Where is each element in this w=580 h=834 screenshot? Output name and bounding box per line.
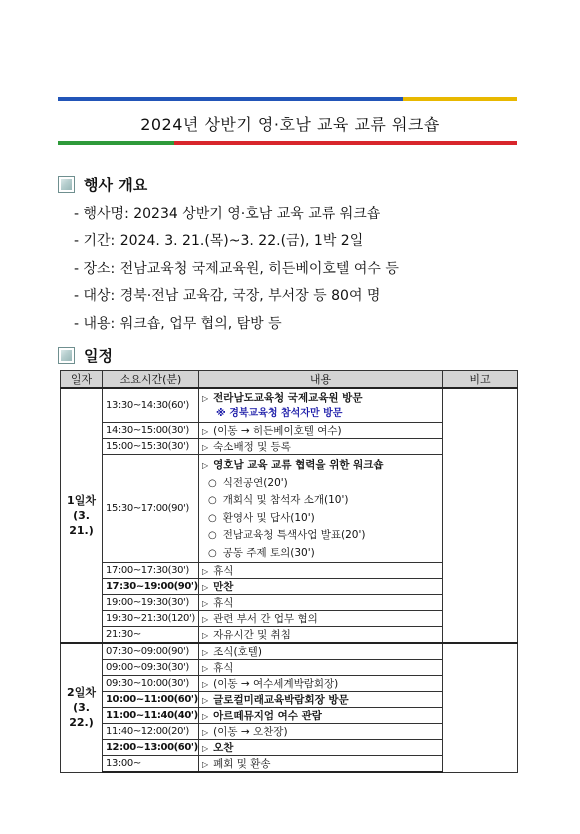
triangle-icon: ▷ (202, 648, 209, 657)
overview-heading (58, 174, 147, 195)
circle-bullet-icon: ○ (208, 477, 217, 489)
time-cell: 21:30~ (103, 627, 199, 644)
header-time: 소요시간(분) (103, 371, 199, 389)
schedule-heading-text: 일정 (84, 347, 113, 365)
time-cell: 10:00~11:00(60') (103, 692, 199, 708)
overview-item-period: - 기간: 2024. 3. 21.(목)~3. 22.(금), 1박 2일 (74, 233, 364, 249)
remarks-cell-day2 (443, 643, 518, 772)
triangle-icon: ▷ (202, 599, 209, 608)
time-cell: 09:00~09:30(30') (103, 660, 199, 676)
time-cell: 09:30~10:00(30') (103, 676, 199, 692)
overview-item-target: - 대상: 경북·전남 교육감, 국장, 부서장 등 80여 명 (74, 288, 381, 304)
content-cell (199, 724, 443, 740)
triangle-icon: ▷ (202, 680, 209, 689)
content-text: 오찬 (213, 742, 234, 754)
triangle-icon: ▷ (202, 461, 209, 470)
time-cell: 15:30~17:00(90') (103, 455, 199, 563)
content-cell (199, 439, 443, 455)
header-remarks: 비고 (443, 371, 518, 389)
sub-item: 환영사 및 답사(10') (222, 511, 315, 524)
sub-item: 식전공연(20') (222, 476, 288, 489)
content-text: 영호남 교육 교류 협력을 위한 워크숍 (213, 459, 384, 471)
content-text: 휴식 (213, 662, 234, 674)
triangle-icon: ▷ (202, 760, 209, 769)
day2-cell (61, 643, 103, 772)
time-cell: 15:00~15:30(30') (103, 439, 199, 455)
content-cell (199, 611, 443, 627)
sub-item: 전남교육청 특색사업 발표(20') (222, 529, 366, 541)
time-cell: 13:30~14:30(60') (103, 388, 199, 423)
time-cell: 17:00~17:30(30') (103, 563, 199, 579)
schedule-table (60, 370, 518, 773)
triangle-icon: ▷ (202, 615, 209, 624)
triangle-icon: ▷ (202, 583, 209, 592)
page-title: 2024년 상반기 영·호남 교육 교류 워크숍 (140, 115, 440, 134)
time-cell: 17:30~19:00(90') (103, 579, 199, 595)
circle-bullet-icon: ○ (208, 530, 217, 541)
schedule-heading (58, 345, 113, 366)
content-text: 자유시간 및 취침 (213, 629, 291, 641)
triangle-icon: ▷ (202, 744, 209, 753)
content-cell (199, 455, 443, 563)
content-text: 관련 부서 간 업무 협의 (213, 613, 318, 625)
time-cell: 11:40~12:00(20') (103, 724, 199, 740)
header-date: 일자 (61, 371, 103, 389)
content-cell (199, 563, 443, 579)
content-cell (199, 708, 443, 724)
bottom-bar-green (58, 141, 174, 145)
content-text: (이동 → 오찬장) (213, 726, 288, 738)
content-cell (199, 692, 443, 708)
sub-item: 개회식 및 참석자 소개(10') (222, 494, 349, 506)
circle-bullet-icon: ○ (208, 495, 217, 506)
content-text: (이동 → 히든베이호텔 여수) (213, 425, 342, 437)
content-cell (199, 595, 443, 611)
content-text: (이동 → 여수세계박람회장) (213, 678, 339, 690)
table-row (61, 643, 518, 660)
content-text: 휴식 (213, 597, 234, 609)
content-cell (199, 579, 443, 595)
day2-label: 2일차 (67, 686, 96, 700)
content-cell (199, 740, 443, 756)
table-row (61, 388, 518, 423)
overview-heading-text: 행사 개요 (84, 176, 148, 194)
content-text: 휴식 (213, 565, 234, 577)
triangle-icon: ▷ (202, 427, 209, 436)
triangle-icon: ▷ (202, 712, 209, 721)
circle-bullet-icon: ○ (208, 512, 217, 524)
overview-item-name: - 행사명: 20234 상반기 영·호남 교육 교류 워크숍 (74, 206, 381, 222)
triangle-icon: ▷ (202, 567, 209, 576)
section-square-icon (58, 176, 75, 193)
content-cell (199, 756, 443, 773)
time-cell: 07:30~09:00(90') (103, 643, 199, 660)
table-header-row (61, 371, 518, 389)
time-cell: 19:00~19:30(30') (103, 595, 199, 611)
day1-cell (61, 388, 103, 643)
time-cell: 11:00~11:40(40') (103, 708, 199, 724)
top-bar-blue (58, 97, 403, 101)
content-text: 만찬 (213, 581, 234, 593)
sub-item: 공동 주제 토의(30') (222, 546, 315, 559)
triangle-icon: ▷ (202, 664, 209, 673)
time-cell: 14:30~15:00(30') (103, 423, 199, 439)
day2-date: (3. 22.) (69, 701, 94, 730)
content-text: 글로컬미래교육박람회장 방문 (213, 694, 349, 706)
day1-date: (3. 21.) (69, 509, 94, 537)
remarks-cell-day1 (443, 388, 518, 643)
content-cell (199, 643, 443, 660)
content-text: 아르떼뮤지엄 여수 관람 (213, 710, 322, 722)
triangle-icon: ▷ (202, 696, 209, 705)
time-cell: 12:00~13:00(60') (103, 740, 199, 756)
triangle-icon: ▷ (202, 728, 209, 737)
overview-item-content: - 내용: 워크숍, 업무 협의, 탐방 등 (74, 316, 282, 332)
content-cell (199, 423, 443, 439)
section-square-icon (58, 347, 75, 364)
overview-item-place: - 장소: 전남교육청 국제교육원, 히든베이호텔 여수 등 (74, 261, 399, 277)
triangle-icon: ▷ (202, 631, 209, 640)
content-text: 전라남도교육청 국제교육원 방문 (213, 391, 363, 404)
note-text: ※ 경북교육청 참석자만 방문 (216, 407, 343, 419)
time-cell: 13:00~ (103, 756, 199, 773)
content-text: 숙소배정 및 등록 (213, 441, 291, 453)
content-text: 조식(호텔) (213, 646, 262, 658)
top-bar-yellow (403, 97, 517, 101)
circle-bullet-icon: ○ (208, 547, 217, 559)
content-cell (199, 676, 443, 692)
content-cell (199, 388, 443, 423)
triangle-icon: ▷ (202, 393, 209, 403)
content-cell (199, 627, 443, 644)
content-text: 폐회 및 환송 (213, 758, 271, 770)
bottom-bar-red (174, 141, 517, 145)
day1-label: 1일차 (67, 494, 96, 507)
content-cell (199, 660, 443, 676)
header-content: 내용 (199, 371, 443, 389)
triangle-icon: ▷ (202, 443, 209, 452)
time-cell: 19:30~21:30(120') (103, 611, 199, 627)
